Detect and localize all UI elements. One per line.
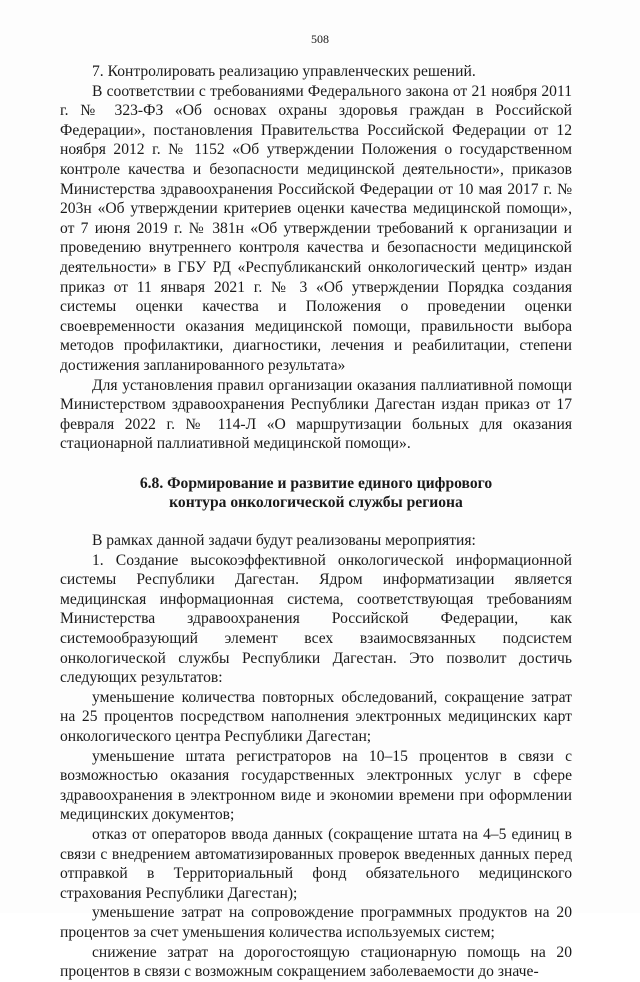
paragraph-result-1: уменьшение количества повторных обследований, сокращение затрат на 25 процентов посредством наполнения электронных медицинских карт онкологического центра Республики Дагестан; (60, 688, 572, 745)
paragraph-legal-basis: В соответствии с требованиями Федерального закона от 21 ноября 2011 г. № 323-ФЗ «Об основах охраны здоровья граждан в Российской Федерации», постановления Правительства Российской Федерации от 12 ноября 2012 г. № 1152 «Об утверждении Положения о государственном контроле качества и безопасности медицинской деятельности», приказов Министерства здравоохранения Российской Федерации от 10 мая 2017 г. № 203н «Об утверждении критериев оценки качества медицинской помощи», от 7 июня 2019 г. № 381н «Об утверждении требований к организации и проведению внутреннего контроля качества и безопасности медицинской деятельности» в ГБУ РД «Республиканский онкологический центр» издан приказ от 11 января 2021 г. № 3 «Об утверждении Порядка создания системы оценки качества и Положения о проведении оценки своевременности оказания медицинской помощи, правильности выбора методов профилактики, диагностики, лечения и реабилитации, степени достижения запланированного результата» (60, 82, 572, 374)
paragraph-result-4: уменьшение затрат на сопровождение программных продуктов на 20 процентов за счет уменьшения количества используемых систем; (60, 904, 572, 941)
section-heading-line-2: контура онкологической службы региона (169, 494, 463, 512)
paragraph-result-5: снижение затрат на дорогостоящую стационарную помощь на 20 процентов в связи с возможным сокращением заболеваемости до значе- (60, 943, 572, 981)
paragraph-result-3: отказ от операторов ввода данных (сокращение штата на 4–5 единиц в связи с внедрением автоматизированных проверок введенных данных перед отправкой в Территориальный фонд обязательного медицинского страхования Республики Дагестан); (60, 825, 572, 902)
paragraph-item-7: 7. Контролировать реализацию управленческих решений. (92, 63, 476, 80)
paragraph-intro: В рамках данной задачи будут реализованы мероприятия: (92, 532, 476, 550)
document-body (60, 62, 572, 982)
section-heading (60, 474, 572, 513)
paragraph-palliative-order: Для установления правил организации оказания паллиативной помощи Министерством здравоохранения Республики Дагестан издан приказ от 17 февраля 2022 г. № 114-Л «О маршрутизации больных для оказания стационарной паллиативной медицинской помощи». (60, 376, 572, 453)
paragraph-result-2: уменьшение штата регистраторов на 10–15 процентов в связи с возможностью оказания государственных электронных услуг в сфере здравоохранения в электронном виде и экономии времени при оформлении медицинских документов; (60, 747, 572, 824)
section-heading-line-1: 6.8. Формирование и развитие единого цифрового (139, 474, 493, 492)
paragraph-measure-1: 1. Создание высокоэффективной онкологической информационной системы Республики Дагестан. Ядром информатизации является медицинская информационная система, соответствующая требованиям Министерства здравоохранения Российской Федерации, как системообразующий элемент всех взаимосвязанных подсистем онкологической службы Республики Дагестан. Это позволит достичь следующих результатов: (60, 551, 572, 687)
page-number: 508 (311, 32, 329, 46)
